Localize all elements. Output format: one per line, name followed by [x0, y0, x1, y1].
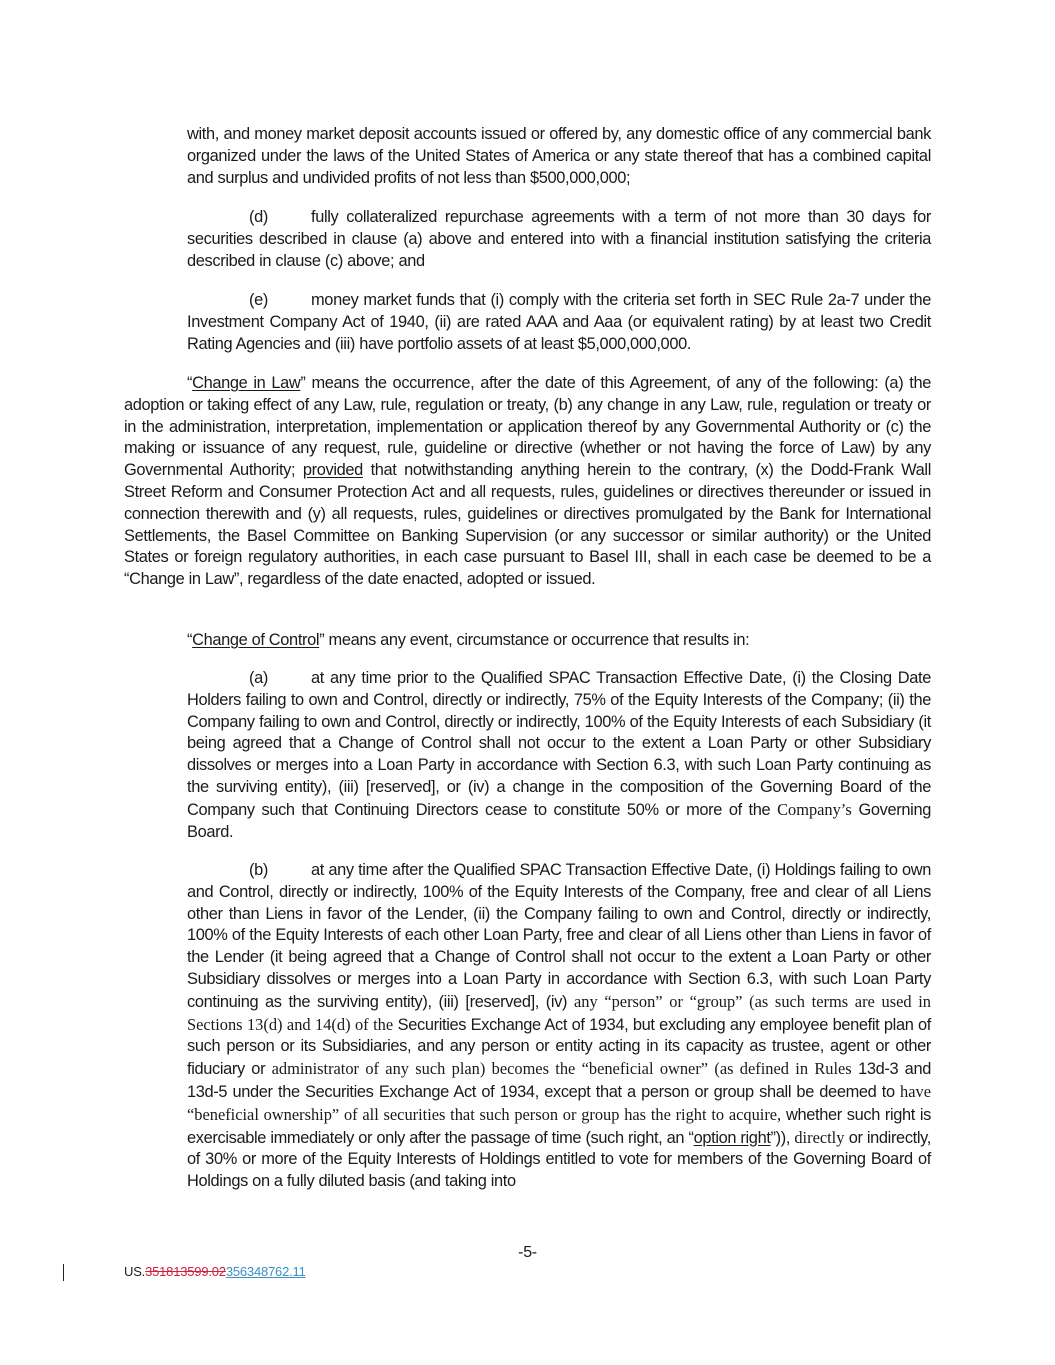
provided-term: provided: [302, 461, 363, 480]
open-quote: “: [187, 631, 193, 649]
paragraph-clause-e: [187, 290, 931, 355]
defined-term-option-right: option right: [693, 1128, 771, 1147]
definition-change-of-control: [124, 630, 931, 652]
clause-label-a: (a): [249, 669, 268, 687]
change-of-control-text: means any event, circumstance or occurrence that results in:: [324, 631, 750, 649]
paragraph-coc-clause-a: [187, 668, 931, 843]
coc-clause-b-text-5: or indirectly, of 30% or more of the Equity Interests of Holdings entitled to vote for members of the Governing Board of Holdings on a fully diluted basis (and taking into: [187, 1128, 931, 1191]
coc-clause-a-serif: Company’s: [777, 799, 852, 819]
clause-d-text: fully collateralized repurchase agreements with a term of not more than 30 days for securities described in clause (a) above and entered into with a financial institution satisfying the criteria described in clause (c) above; and: [187, 208, 931, 270]
doc-id-prefix: US.: [124, 1264, 146, 1279]
coc-clause-a-text-1: at any time prior to the Qualified SPAC Transaction Effective Date, (i) the Closing Date Holders failing to own and Control, directly or indirectly, 75% of the Equity Interests of the Company; (ii) the Company failing to own and Control, directly or indirectly, 100% of the Equity Interests of each Subsidiary (it being agreed that a Change of Control shall not occur to the extent a Loan Party or other Subsidiary dissolves or merges into a Loan Party in accordance with Section 6.3, with such Loan Party continuing as the surviving entity), (iii) [reserved], or (iv) a change in the composition of the Governing Board of the Company such that Continuing Directors cease to constitute 50% or more of the: [187, 669, 931, 819]
clause-e-text: money market funds that (i) comply with the criteria set forth in SEC Rule 2a-7 under the Investment Company Act of 1940, (ii) are rated AAA and Aaa (or equivalent rating) by at least two Credit Rating Agencies and (iii) have portfolio assets of at least $5,000,000,000.: [187, 291, 931, 353]
coc-clause-b-text-3: 13d-3 and 13d-5 under the Securities Exchange Act of 1934, except that a person or group shall be deemed to: [187, 1060, 931, 1101]
change-in-law-text-2: that notwithstanding anything herein to the contrary, (x) the Dodd-Frank Wall Street Reform and Consumer Protection Act and all requests, rules, guidelines or directives thereunder or issued in connection therewith and (y) all requests, rules, guidelines or directives promulgated by the Bank for International Settlements, the Basel Committee on Banking Supervision (or any successor or similar authority) or the United States or foreign regulatory authorities, in each case pursuant to Basel III, shall in each case be deemed to be a “Change in Law”, regardless of the date enacted, adopted or issued.: [124, 461, 931, 589]
document-id: [124, 1264, 306, 1279]
paragraph-clause-c-continuation: with, and money market deposit accounts issued or offered by, any domestic office of any commercial bank organized under the laws of the United States of America or any state thereof that has a combined capital and surplus and undivided profits of not less than $500,000,000;: [187, 125, 931, 187]
revision-change-bar: [63, 1264, 64, 1281]
coc-clause-b-text-4: whether such right is exercisable immediately or only after the passage of time (such right, an: [187, 1105, 931, 1147]
open-quote: “: [688, 1128, 694, 1147]
change-in-law-text-1: means the occurrence, after the date of this Agreement, of any of the following: (a) the adoption or taking effect of any Law, rule, regulation or treaty, (b) any change in any Law, rule, regulation or treaty or in the administration, interpretation, implementation or application thereof by any Governmental Authority or (c) the making or issuance of any request, rule, guideline or directive (whether or not having the force of Law) by any Governmental Authority;: [124, 374, 931, 480]
coc-clause-b-text-2: Securities Exchange Act of 1934, but excluding any employee benefit plan of such person or its Subsidiaries, and any person or entity acting in its capacity as trustee, agent or other fiduciary or: [187, 1015, 931, 1079]
doc-id-inserted-revision: 356348762.11: [225, 1264, 306, 1279]
close-quote: ”: [300, 374, 306, 392]
open-quote: “: [187, 374, 193, 392]
page-number: -5-: [518, 1244, 537, 1261]
defined-term-change-in-law: Change in Law: [192, 374, 301, 392]
coc-clause-a-text-2: Governing Board.: [187, 800, 931, 841]
clause-label-d: (d): [249, 208, 268, 226]
clause-label-e: (e): [249, 291, 268, 309]
defined-term-change-of-control: Change of Control: [192, 631, 320, 649]
paragraph-coc-clause-b: [187, 860, 931, 1193]
coc-clause-b-serif-2: administrator of any such plan) becomes the “beneficial owner” (as defined in Rules: [271, 1059, 852, 1079]
coc-clause-b-serif-1: any “person” or “group” (as such terms are used in Sections 13(d) and 14(d) of the: [187, 991, 931, 1034]
definition-change-in-law: [124, 373, 931, 591]
close-quote: ”)),: [770, 1128, 795, 1147]
doc-id-deleted-revision: 351813599.02: [145, 1264, 226, 1279]
coc-clause-b-text-1: at any time after the Qualified SPAC Transaction Effective Date, (i) Holdings failing to own and Control, directly or indirectly, 100% of the Equity Interests of the Company, free and clear of all Liens other than Liens in favor of the Lender, (ii) the Company failing to own and Control, directly or indirectly, 100% of the Equity Interests of each other Loan Party, free and clear of all Liens other than Liens in favor of the Lender (it being agreed that a Change of Control shall not occur to the extent a Loan Party or other Subsidiary dissolves or merges into a Loan Party in accordance with Section 6.3, with such Loan Party continuing as the surviving entity), (iii) [reserved], (iv): [187, 861, 931, 1011]
close-quote: ”: [319, 631, 325, 649]
clause-label-b: (b): [249, 861, 268, 879]
coc-clause-b-serif-3: have “beneficial ownership” of all securities that such person or group has the right to acquire,: [187, 1081, 931, 1124]
paragraph-clause-d: [187, 207, 931, 272]
coc-clause-b-serif-4: directly: [794, 1127, 845, 1147]
